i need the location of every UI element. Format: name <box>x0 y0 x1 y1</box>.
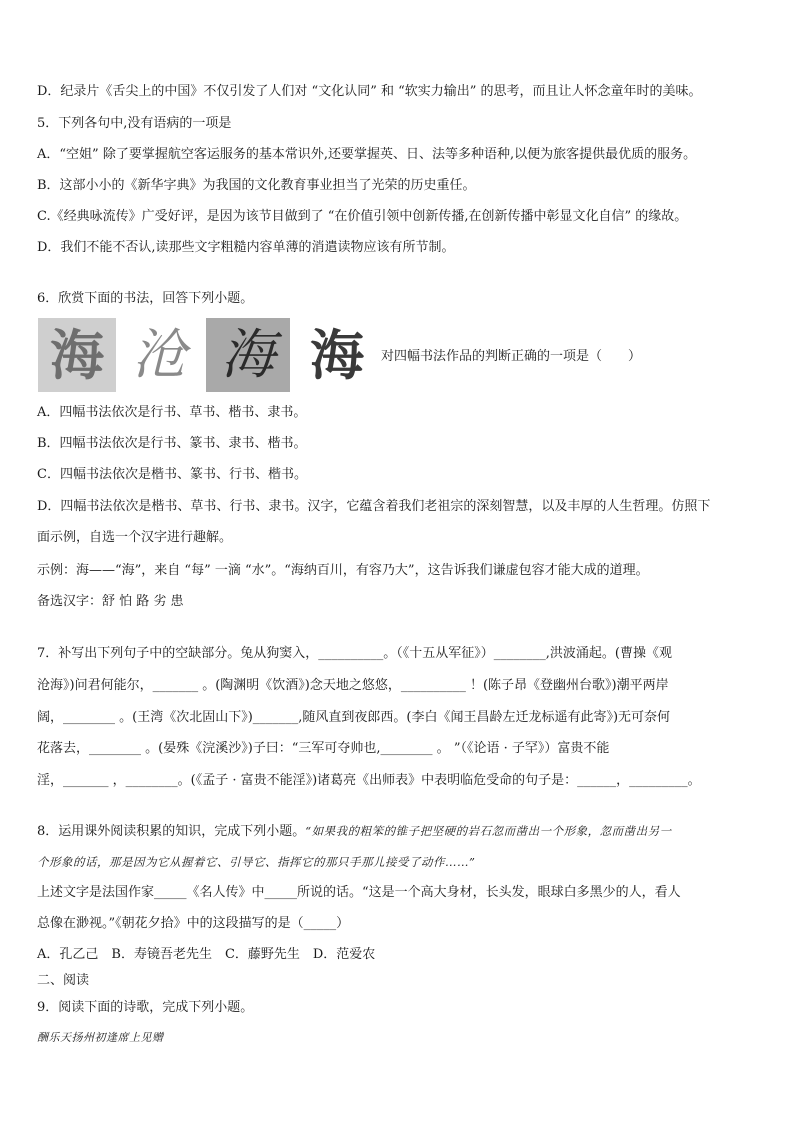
question-5-option-a: A．“空姐” 除了要掌握航空客运服务的基本常识外,还要掌握英、日、法等多种语种,以便为旅客提供最优质的服务。 <box>37 147 697 162</box>
calligraphy-images <box>38 318 378 392</box>
calligraphy-caoshu: 沧 <box>120 318 198 392</box>
question-7-line-5: 淫，_______ ，________。(《孟子 · 富贵不能淫》)诸葛亮《出师表》中表明临危受命的句子是：______，_________。 <box>37 773 701 788</box>
question-6-option-d: D．四幅书法依次是楷书、草书、行书、隶书。汉字，它蕴含着我们老祖宗的深刻智慧，以及丰厚的人生哲理。仿照下 <box>37 499 711 514</box>
question-5-option-d: D．我们不能不否认,读那些文字粗糙内容单薄的消遣读物应该有所节制。 <box>37 240 455 255</box>
question-7-line-1: 7．补写出下列句子中的空缺部分。兔从狗窦入，__________。（《十五从军征》）________,洪波涌起。(曹操《观 <box>37 646 672 661</box>
question-5-option-b: B．这部小小的《新华字典》为我国的文化教育事业担当了光荣的历史重任。 <box>37 178 476 193</box>
question-8-line-1 <box>37 823 672 840</box>
question-6-task: 面示例，自选一个汉字进行趣解。 <box>37 530 233 545</box>
question-6-option-b: B．四幅书法依次是行书、篆书、隶书、楷书。 <box>37 436 307 451</box>
section-2-heading: 二、阅读 <box>37 973 90 988</box>
question-7-line-4: 花落去，________ 。(晏殊《浣溪沙》)子曰：“三军可夺帅也,________ 。 ”（《论语 · 子罕》）富贵不能 <box>37 741 610 756</box>
calligraphy-lishu: 海 <box>206 318 290 392</box>
poem-title: 酬乐天扬州初逢席上见赠 <box>37 1031 164 1044</box>
question-8-line-4: 总像在渺视。”《朝花夕拾》中的这段描写的是（_____） <box>37 916 350 931</box>
question-7-line-2: 沧海》)问君何能尔，_______ 。(陶渊明《饮酒》)念天地之悠悠，__________ ！(陈子昂《登幽州台歌》)潮平两岸 <box>37 678 669 693</box>
calligraphy-kaishu: 海 <box>296 318 378 392</box>
question-6-option-a: A．四幅书法依次是行书、草书、楷书、隶书。 <box>37 405 307 420</box>
question-8-line-2: 个形象的话，那是因为它从握着它、引导它、指挥它的那只手那儿接受了动作……” <box>37 855 476 869</box>
question-8-quote: “如果我的粗笨的锥子把坚硬的岩石忽而凿出一个形象，忽而凿出另一 <box>305 824 672 838</box>
question-9-stem: 9．阅读下面的诗歌，完成下列小题。 <box>37 1000 254 1015</box>
question-4-option-d: D．纪录片《舌尖上的中国》不仅引发了人们对 “文化认同” 和 “软实力输出” 的思考，而且让人怀念童年时的美味。 <box>37 84 702 99</box>
question-6-character-options: 备选汉字：舒 怕 路 劣 患 <box>37 594 184 609</box>
question-5-option-c: C.《经典咏流传》广受好评，是因为该节目做到了 “在价值引领中创新传播,在创新传播中彰显文化自信” 的缘故。 <box>37 209 688 224</box>
calligraphy-xingshu: 海 <box>38 318 116 392</box>
question-6-stem: 6．欣赏下面的书法，回答下列小题。 <box>37 291 254 306</box>
question-6-example: 示例：海——“海”，来自 “每” 一滴 “水”。“海纳百川，有容乃大”，这告诉我们谦虚包容才能大成的道理。 <box>37 563 649 578</box>
question-8-intro: 8．运用课外阅读积累的知识，完成下列小题。 <box>37 824 306 839</box>
question-5-stem: 5．下列各句中,没有语病的一项是 <box>37 116 232 131</box>
question-6-option-c: C．四幅书法依次是楷书、篆书、行书、楷书。 <box>37 467 307 482</box>
question-8-options: A．孔乙己 B．寿镜吾老先生 C．藤野先生 D．范爱农 <box>37 947 376 962</box>
question-8-line-3: 上述文字是法国作家_____《名人传》中_____所说的话。“这是一个高大身材，长头发，眼球白多黑少的人，看人 <box>37 885 681 900</box>
question-7-line-3: 阔，________ 。(王湾《次北固山下》)_______,随风直到夜郎西。(李白《闻王昌龄左迁龙标遥有此寄》)无可奈何 <box>37 710 671 725</box>
question-6-prompt: 对四幅书法作品的判断正确的一项是（ ） <box>381 349 642 364</box>
